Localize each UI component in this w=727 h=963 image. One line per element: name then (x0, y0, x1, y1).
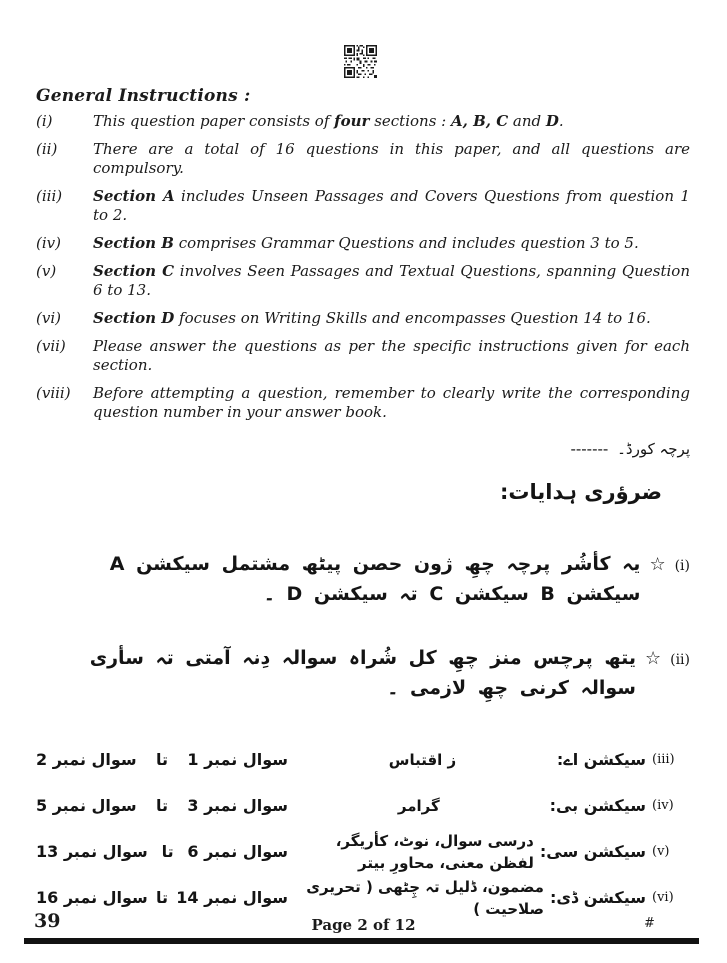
question-range (36, 795, 288, 817)
urdu-instruction-item (36, 549, 690, 609)
footer-rule (24, 938, 699, 944)
instruction-number: (vii) (36, 337, 66, 355)
instruction-text: Section B comprises Grammar Questions and includes question 3 to 5. (93, 234, 639, 252)
range-to: سوال نمبر 16 (36, 888, 148, 907)
instruction-number: (iii) (36, 187, 63, 205)
section-row (36, 783, 690, 829)
instruction-item (36, 337, 690, 375)
urdu-instruction-list (36, 549, 690, 703)
section-label: سیکشن سی: (539, 842, 646, 861)
section-row-number: (v) (652, 844, 670, 859)
range-to-word: تا (156, 888, 169, 907)
section-row (36, 875, 690, 921)
section-content: درسی سوال، نوٹ، کأریگر، لفظن معنی، محاورِ بیتر (335, 832, 534, 872)
range-to-word: تا (156, 750, 169, 769)
instruction-number: (iv) (36, 234, 61, 252)
instruction-number: (viii) (36, 384, 71, 402)
range-from: سوال نمبر 14 (176, 888, 288, 907)
instruction-text: There are a total of 16 questions in this paper, and all questions are compulsory. (93, 140, 690, 177)
instruction-text: Section C involves Seen Passages and Textual Questions, spanning Question 6 to 13. (93, 262, 690, 299)
instruction-item (36, 384, 690, 422)
range-to: سوال نمبر 2 (36, 750, 137, 769)
instruction-text: This question paper consists of four sections : A, B, C and D. (93, 112, 564, 130)
paper-code-text: پرچہ کورڈ۔ (617, 440, 690, 458)
section-label: سیکشن اے: (556, 750, 646, 769)
footer-hash-mark: # (644, 916, 655, 931)
instruction-item (36, 112, 690, 131)
urdu-instruction-item (36, 643, 690, 703)
question-range (36, 887, 288, 909)
question-range (36, 749, 288, 771)
instruction-list (36, 112, 690, 422)
instruction-number: (vi) (36, 309, 61, 327)
instruction-number: (ii) (36, 140, 58, 158)
urdu-instructions-section (36, 437, 690, 921)
range-to-word: تا (161, 842, 174, 861)
instruction-item (36, 309, 690, 328)
qr-code (344, 45, 377, 78)
urdu-item-number: (ii) (670, 652, 690, 668)
range-from: سوال نمبر 3 (187, 796, 288, 815)
instruction-item (36, 234, 690, 253)
section-overview-list (36, 737, 690, 921)
section-label: سیکشن ڈی: (549, 888, 646, 907)
range-from: سوال نمبر 1 (187, 750, 288, 769)
page-number: Page 2 of 12 (311, 916, 416, 934)
instruction-number: (i) (36, 112, 53, 130)
general-instructions-heading: General Instructions : (36, 86, 251, 106)
instruction-text: Section D focuses on Writing Skills and encompasses Question 14 to 16. (93, 309, 651, 327)
range-to-word: تا (156, 796, 169, 815)
urdu-heading: ضرؤری ہدایات: (500, 480, 662, 504)
question-range (36, 841, 288, 863)
star-icon: ☆ (644, 648, 662, 669)
urdu-item-number: (i) (674, 558, 690, 574)
section-content: ز اقتباس (388, 751, 457, 769)
instruction-item (36, 187, 690, 225)
range-from: سوال نمبر 6 (187, 842, 288, 861)
qr-code-graphic (344, 45, 377, 78)
instruction-item (36, 262, 690, 300)
section-row-number: (iii) (652, 752, 675, 767)
paper-code-line (36, 437, 690, 461)
range-to: سوال نمبر 13 (36, 842, 148, 861)
section-row (36, 829, 690, 875)
instruction-number: (v) (36, 262, 57, 280)
instruction-text: Section A includes Unseen Passages and Covers Questions from question 1 to 2. (93, 187, 690, 224)
instruction-text: Please answer the questions as per the specific instructions given for each section. (93, 337, 690, 374)
section-label: سیکشن بی: (549, 796, 646, 815)
star-icon: ☆ (649, 554, 666, 575)
urdu-item-text: یہ کأشُر پرچہ چھِ ژون حصن پیٹھ مشتمل سیکشن A سیکشن B سیکشن C تہ سیکشن D ۔ (109, 553, 641, 605)
section-row (36, 737, 690, 783)
instruction-item (36, 140, 690, 178)
section-row-number: (iv) (652, 798, 674, 813)
section-content: گرامر (397, 797, 440, 815)
paper-set-number: 39 (34, 910, 61, 932)
section-row-number: (vi) (652, 890, 674, 905)
instruction-text: Before attempting a question, remember to clearly write the corresponding question number in your answer book. (93, 384, 690, 421)
general-instructions-section (36, 86, 690, 431)
range-to: سوال نمبر 5 (36, 796, 137, 815)
section-content: مضمون، ڈلیل تہ چِٹھی ( تحریری صلاحیت ) (306, 878, 544, 918)
urdu-item-text: یتھ پرچس منز چھِ کل شُراہ سوالہ دِنہ آمتی تہ سأری سوالہ کرنی چھِ لازمی ۔ (89, 647, 636, 699)
paper-code-blank-dashes: ------- (570, 440, 609, 458)
